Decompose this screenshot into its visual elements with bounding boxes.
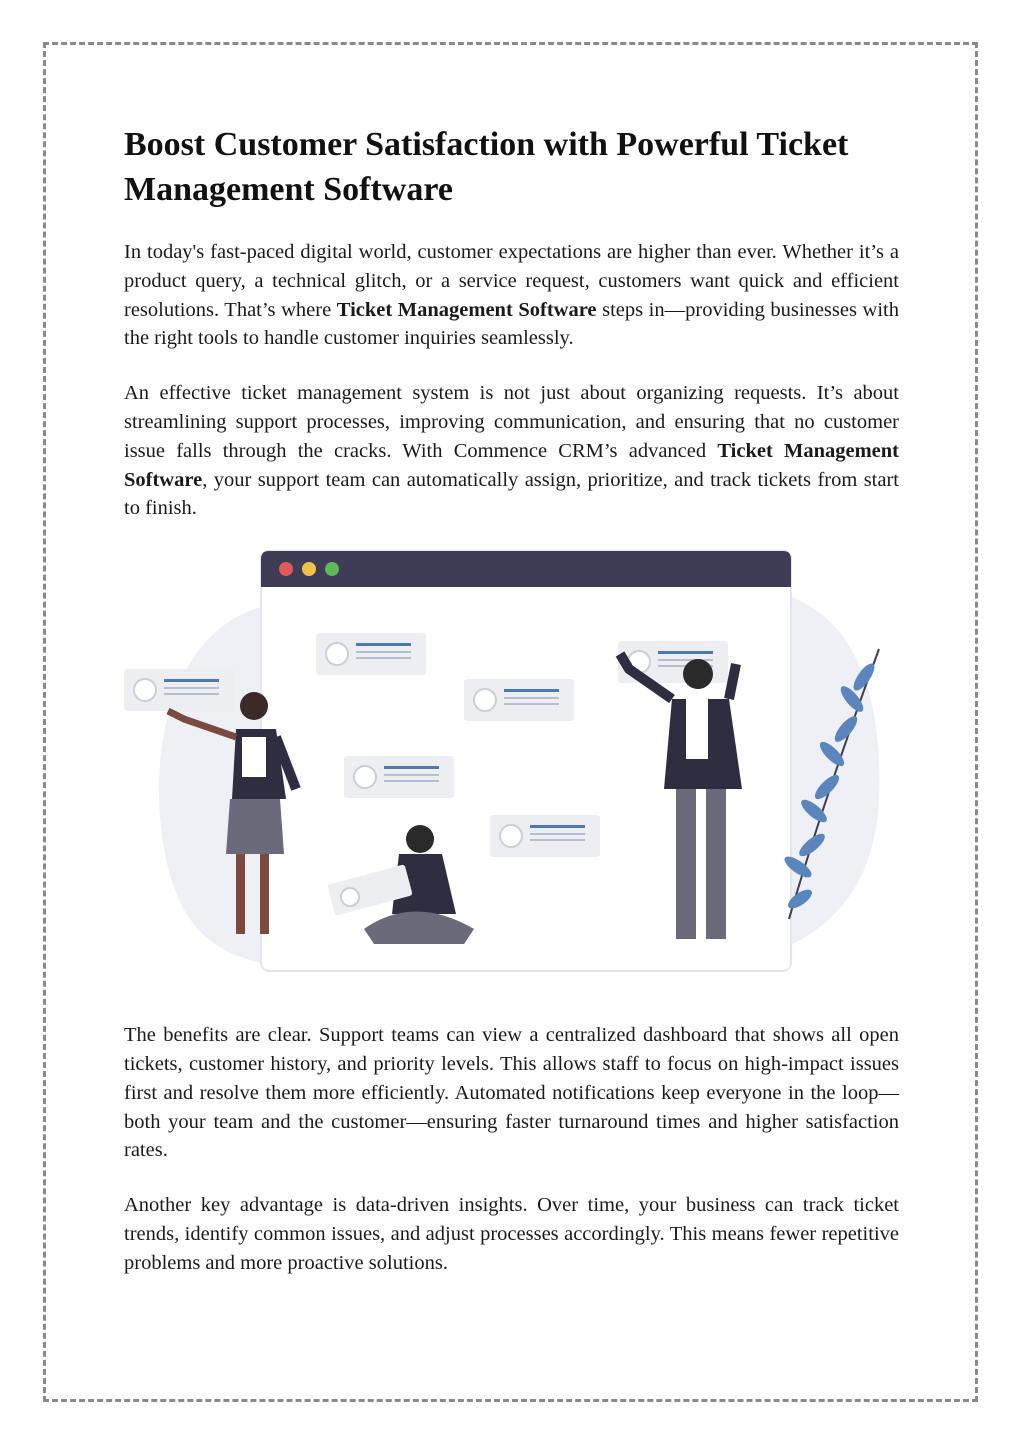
close-dot-icon (279, 562, 293, 576)
page-title: Boost Customer Satisfaction with Powerful Ticket Management Software (124, 126, 849, 208)
ticket-card (344, 756, 454, 798)
maximize-dot-icon (325, 562, 339, 576)
article (124, 122, 899, 1304)
paragraph-system-text-b: , your support team can automatically assign, prioritize, and track tickets from start to finish. (124, 468, 899, 520)
illustration-svg (124, 549, 899, 989)
minimize-dot-icon (302, 562, 316, 576)
paragraph-intro-text-b: steps in—providing businesses with the right tools to handle customer inquiries seamlessly. (124, 298, 899, 350)
paragraph-system (124, 379, 899, 523)
ticket-card (316, 633, 426, 675)
ticket-card (490, 815, 600, 857)
paragraph-intro-bold: Ticket Management Software (336, 298, 597, 321)
paragraph-system-text-a: An effective ticket management system is not just about organizing requests. It’s about streamlining support processes, improving communication, and ensuring that no customer issue falls through the cracks. With Commence CRM’s advanced (124, 382, 899, 462)
window-title-bar (261, 551, 791, 587)
paragraph-system-bold: Ticket Management Software (124, 439, 900, 491)
paragraph-intro (124, 238, 899, 353)
paragraph-benefits: The benefits are clear. Support teams can view a centralized dashboard that shows all open tickets, customer history, and priority levels. This allows staff to focus on high-impact issues first and resolve them more efficiently. Automated notifications keep everyone in the loop—both your team and the customer—ensuring faster turnaround times and higher satisfaction rates. (124, 1024, 899, 1162)
paragraph-insights: Another key advantage is data-driven insights. Over time, your business can track ticket trends, identify common issues, and adjust processes accordingly. This means fewer repetitive problems and more proactive solutions. (124, 1194, 899, 1274)
ticket-card (464, 679, 574, 721)
team-ticket-dashboard-illustration (124, 549, 899, 989)
ticket-card (124, 669, 234, 711)
paragraph-intro-text-a: In today's fast-paced digital world, customer expectations are higher than ever. Whether it’s a product query, a technical glitch, or a service request, customers want quick and efficient resolutions. That’s where (124, 241, 899, 321)
